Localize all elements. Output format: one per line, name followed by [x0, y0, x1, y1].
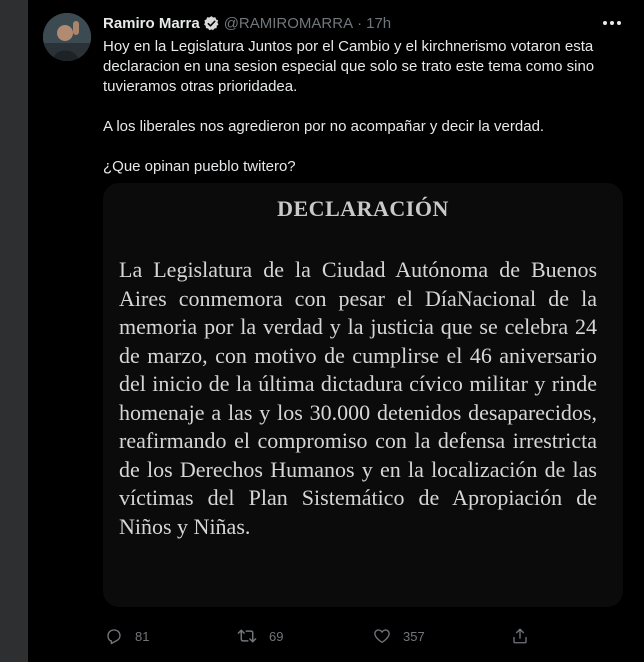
reply-count: 81: [135, 628, 150, 644]
retweet-button[interactable]: [237, 627, 283, 645]
author-name[interactable]: Ramiro Marra: [103, 14, 200, 32]
tweet-paragraph-1: Hoy en la Legislatura Juntos por el Cambio y el kirchnerismo votaron esta declaracion en una sesion especial que solo se trato este tema como sino tuvieramos otras prioridadea.: [103, 38, 595, 95]
tweet-timestamp[interactable]: 17h: [366, 14, 392, 32]
tweet-paragraph-3: ¿Que opinan pueblo twitero?: [103, 158, 296, 175]
header-separator: ·: [357, 14, 363, 32]
tweet-paragraph-2: A los liberales nos agredieron por no acompañar y decir la verdad.: [103, 118, 545, 135]
avatar[interactable]: [43, 13, 91, 61]
tweet-image[interactable]: [103, 183, 623, 607]
more-options-button[interactable]: [600, 13, 624, 33]
reply-bubble-icon: [105, 627, 123, 645]
tweet-card[interactable]: [27, 0, 644, 662]
reply-button[interactable]: [105, 627, 149, 645]
like-button[interactable]: [373, 627, 425, 645]
like-count: 357: [403, 628, 425, 644]
share-button[interactable]: [511, 627, 541, 645]
tweet-actions: [103, 624, 543, 648]
share-upload-icon: [511, 627, 529, 645]
avatar-photo: [43, 13, 91, 61]
tweet-text: [103, 37, 623, 177]
heart-icon: [373, 627, 391, 645]
more-dots-icon: [602, 20, 622, 26]
retweet-count: 69: [269, 628, 284, 644]
declaration-body: La Legislatura de la Ciudad Autónoma de Buenos Aires conmemora con pesar el DíaNacional de la memoria por la verdad y la justicia que se celebra 24 de marzo, con motivo de cumplirse el 46 aniversario del inicio de la última dictadura cívico militar y rinde homenaje a las y los 30.000 detenidos desaparecidos, reafirmando el compromiso con la defensa irrestricta de los Derechos Humanos y en la localización de las víctimas del Plan Sistemático de Apropiación de Niños y Niñas.: [119, 257, 597, 539]
tweet-header: [103, 13, 391, 33]
retweet-icon: [237, 627, 257, 645]
verified-badge-icon: [203, 15, 220, 32]
author-handle[interactable]: @RAMIROMARRA: [223, 14, 354, 32]
declaration-title: DECLARACIÓN: [277, 196, 449, 221]
